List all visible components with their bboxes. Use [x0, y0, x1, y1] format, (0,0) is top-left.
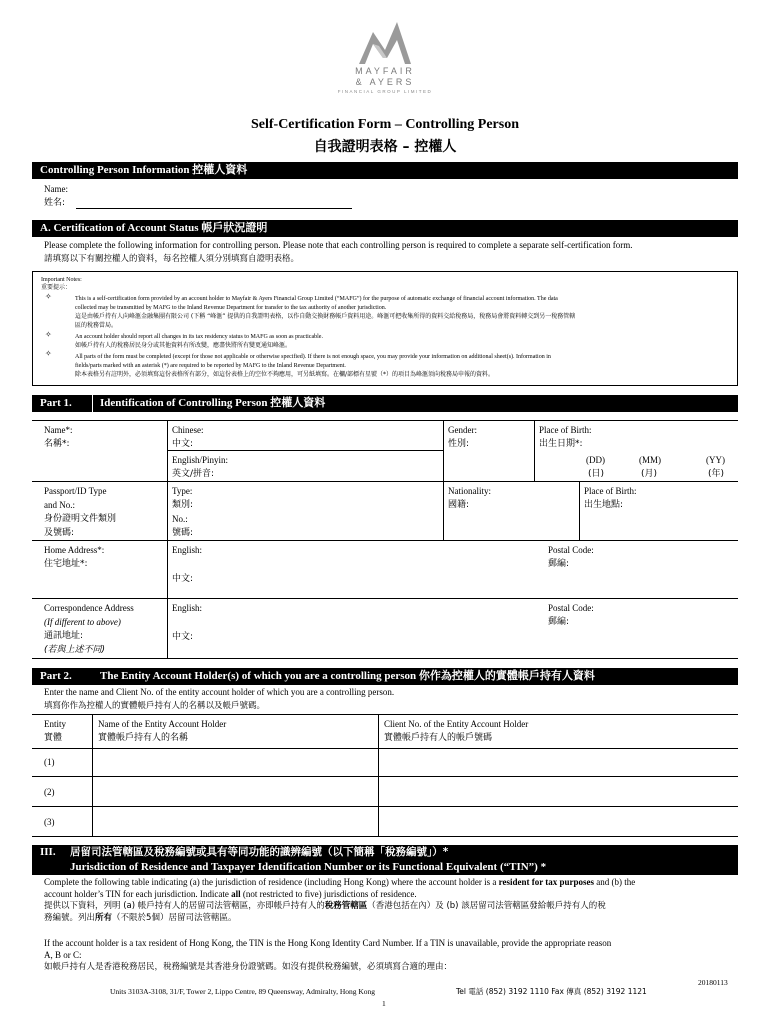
grid-line: [92, 714, 93, 836]
nationality-field[interactable]: 國籍:: [448, 500, 470, 510]
dob-label-zh: 出生日期*:: [539, 439, 583, 449]
corr-postal-code-field[interactable]: 郵編:: [548, 617, 570, 627]
place-of-birth-field[interactable]: 出生地點:: [584, 500, 624, 510]
chinese-name-field[interactable]: 中文:: [172, 439, 194, 449]
col-name-header-en: Name of the Entity Account Holder: [98, 719, 227, 729]
grid-line: [32, 540, 738, 541]
cp-info-bar: Controlling Person Information 控權人資料: [32, 162, 738, 179]
id-number-label: No.:: [172, 514, 188, 524]
footer-contact: Tel 電話 (852) 3192 1110 Fax 傳真 (852) 3192 1121: [456, 987, 647, 996]
passport-label-en: Passport/ID Type: [44, 486, 107, 496]
page-number: 1: [382, 999, 386, 1008]
part3-bar: [32, 845, 738, 875]
gender-label: Gender:: [448, 425, 477, 435]
notes-heading-zh: 重要提示：: [41, 284, 72, 291]
table-row: (1): [44, 757, 55, 767]
part3-para1: Complete the following table indicating (a) the jurisdiction of residence (including Hong Kong) where the account holder is a resident for tax purposes and (b) the: [44, 877, 636, 887]
mountain-logo-icon: [355, 18, 415, 66]
grid-line: [443, 420, 444, 540]
grid-line: [579, 481, 580, 540]
brand-name-line1: MAYFAIR: [355, 66, 415, 76]
dob-day-label-zh: (日): [588, 469, 605, 479]
dob-month-field[interactable]: (MM): [639, 455, 661, 465]
part2-intro-en: Enter the name and Client No. of the entity account holder of which you are a controlling person.: [44, 687, 395, 697]
passport-label-zh-2: 及號碼:: [44, 528, 75, 538]
note-line-3: 這是由帳戶持有人向峰滙金融集團有限公司 (下稱 “峰滙” 提供的自我證明表格，以作自動交換財務帳戶資料用途。峰滙可把收集所得的資料交給稅務局，稅務局會將資料轉交到另一稅務管轄: [75, 313, 576, 320]
nationality-label: Nationality:: [448, 486, 491, 496]
grid-line: [32, 658, 738, 659]
brand-name-line2: & AYERS: [355, 77, 415, 87]
part3-para5: If the account holder is a tax resident of Hong Kong, the TIN is the Hong Kong Identity Card Number. If a TIN is unavailable, provide the appropriate reason: [44, 938, 612, 948]
chinese-name-label: Chinese:: [172, 425, 204, 435]
home-postal-code-label: Postal Code:: [548, 545, 594, 555]
cp-name-label-zh: 姓名:: [44, 198, 66, 208]
corr-address-chinese-field[interactable]: 中文:: [172, 632, 194, 642]
corr-address-english-field[interactable]: English:: [172, 603, 203, 613]
company-logo: [330, 18, 440, 94]
footer-address: Units 3103A-3108, 31/F, Tower 2, Lippo Centre, 89 Queensway, Admiralty, Hong Kong: [110, 987, 376, 996]
col-client-header-en: Client No. of the Entity Account Holder: [384, 719, 529, 729]
english-name-label: English/Pinyin:: [172, 455, 229, 465]
grid-line: [32, 714, 738, 715]
home-postal-code-field[interactable]: 郵編:: [548, 559, 570, 569]
home-address-label-zh: 住宅地址*:: [44, 559, 88, 569]
grid-line: [378, 714, 379, 836]
part3-para2: account holder’s TIN for each jurisdiction. Indicate all (not restricted to five) jurisdictions of residence.: [44, 889, 417, 899]
corr-address-label-zh: 通訊地址:: [44, 631, 84, 641]
part3-para7: 如帳戶持有人是香港稅務居民，稅務編號是其香港身份證號碼。如沒有提供稅務編號，必須填寫合適的理由：: [44, 962, 453, 972]
col-name-header-zh: 實體帳戶持有人的名稱: [98, 733, 189, 743]
note-line-2: collected may be transmitted by MAFG to the Inland Revenue Department for transfer to the tax authority of another jurisdiction.: [75, 305, 387, 311]
name-label-en: Name*:: [44, 425, 73, 435]
passport-label-zh: 身份證明文件類別: [44, 514, 117, 524]
note-line-4: 區的稅務當局。: [75, 322, 118, 329]
grid-line: [167, 450, 443, 451]
important-notes-box: [32, 271, 738, 386]
corr-postal-code-label: Postal Code:: [548, 603, 594, 613]
home-address-label-en: Home Address*:: [44, 545, 105, 555]
place-of-birth-label: Place of Birth:: [584, 486, 637, 496]
part2-number: Part 2.: [40, 670, 72, 682]
col-client-header-zh: 實體帳戶持有人的帳戶號碼: [384, 733, 493, 743]
part3-para4: 務編號。列出所有（不限於5個）居留司法管轄區。: [44, 913, 237, 923]
part1-title: Identification of Controlling Person 控權人資料: [100, 397, 326, 409]
part3-number: III.: [40, 846, 56, 858]
grid-line: [32, 420, 738, 421]
dob-year-label-zh: (年): [708, 469, 725, 479]
note-line-9: 除本表格另有註明外，必須填寫這份表格所有部分，如這份表格上的空位不夠應用，可另紙填寫。在欄/部標有星號（*）的項目為峰滙須向稅務局申報的資料。: [75, 371, 495, 378]
dob-year-field[interactable]: (YY): [706, 455, 725, 465]
id-type-field[interactable]: 類別:: [172, 500, 194, 510]
id-type-label: Type:: [172, 486, 193, 496]
form-title-en: Self-Certification Form – Controlling Person: [250, 117, 520, 132]
corr-address-label-en: Correspondence Address: [44, 603, 134, 613]
form-version-code: 20180113: [698, 978, 728, 987]
cp-name-label-en: Name:: [44, 184, 68, 194]
table-row: (2): [44, 787, 55, 797]
grid-line: [32, 598, 738, 599]
section-a-intro-zh: 請填寫以下有關控權人的資料，每名控權人須分別填寫自證明表格。: [44, 254, 300, 264]
id-number-field[interactable]: 號碼:: [172, 528, 194, 538]
grid-line: [534, 420, 535, 481]
note-line-8: fields/parts marked with an asterisk (*) are required to be reported by MAFG to the Inland Revenue Department.: [75, 363, 346, 369]
name-label-zh: 名稱*:: [44, 439, 70, 449]
dob-month-label-zh: (月): [641, 469, 658, 479]
part3-para6: A, B or C:: [44, 950, 82, 960]
part3-title-en: Jurisdiction of Residence and Taxpayer Identification Number or its Functional Equivalent (“TIN”) *: [70, 861, 547, 873]
part1-bar: [32, 395, 738, 412]
part3-para3: 提供以下資料，列明 (a) 帳戶持有人的居留司法管轄區，亦即帳戶持有人的稅務管轄區（香港包括在內）及 (b) 該居留司法管轄區發給帳戶持有人的稅: [44, 901, 606, 911]
col-entity-header-zh: 實體: [44, 733, 63, 743]
section-a-bar: A. Certification of Account Status 帳戶狀況證明: [32, 220, 738, 237]
bullet-diamond-icon: ✧: [45, 349, 52, 358]
english-name-field[interactable]: 英文/拼音:: [172, 469, 215, 479]
col-entity-header-en: Entity: [44, 719, 66, 729]
grid-line: [167, 420, 168, 658]
bullet-diamond-icon: ✧: [45, 330, 52, 339]
note-line-7: All parts of the form must be completed (except for those not applicable or otherwise specified). If there is not enough space, you may provide your information on additional sheet(s). Information in: [75, 354, 551, 360]
corr-address-note-en: (If different to above): [44, 617, 121, 627]
section-a-intro-en: Please complete the following information for controlling person. Please note that each controlling person is required to complete a separate self-certification form.: [44, 240, 633, 250]
table-row: (3): [44, 817, 55, 827]
grid-line: [32, 481, 738, 482]
note-line-6: 如帳戶持有人的稅務居民身分或其他資料有所改變，應盡快將所有變更通知峰滙。: [75, 342, 292, 349]
grid-line: [32, 836, 738, 837]
grid-line: [32, 748, 738, 749]
dob-day-field[interactable]: (DD): [586, 455, 605, 465]
note-line-5: An account holder should report all changes in its tax residency status to MAFG as soon as practicable.: [75, 334, 323, 340]
part2-bar: [32, 668, 738, 685]
part1-number: Part 1.: [40, 397, 72, 409]
form-title-zh: 自我證明表格 – 控權人: [313, 139, 457, 155]
bar-divider: [92, 395, 93, 412]
bullet-diamond-icon: ✧: [45, 292, 52, 301]
grid-line: [32, 806, 738, 807]
home-address-english-field[interactable]: English:: [172, 545, 203, 555]
cp-name-input-line[interactable]: [76, 208, 352, 209]
note-line-1: This is a self-certification form provided by an account holder to Mayfair & Ayers Financial Group Limited (“MAFG”) for the purpose of automatic exchange of financial account information. The data: [75, 296, 558, 302]
brand-subtitle: FINANCIAL GROUP LIMITED: [337, 89, 433, 94]
passport-label-en-2: and No.:: [44, 500, 75, 510]
home-address-chinese-field[interactable]: 中文:: [172, 574, 194, 584]
gender-field[interactable]: 性別:: [448, 439, 470, 449]
part2-intro-zh: 填寫你作為控權人的實體帳戶持有人的名稱以及帳戶號碼。: [44, 701, 266, 711]
grid-line: [32, 776, 738, 777]
notes-heading-en: Important Notes:: [41, 277, 82, 283]
corr-address-note-zh: (若與上述不同): [44, 645, 106, 655]
part2-title: The Entity Account Holder(s) of which you are a controlling person 你作為控權人的實體帳戶持有人資料: [100, 670, 595, 682]
part3-title-zh: 居留司法管轄區及稅務編號或具有等同功能的識辨編號（以下簡稱「稅務編號」）*: [70, 846, 449, 858]
dob-label-en: Place of Birth:: [539, 425, 592, 435]
